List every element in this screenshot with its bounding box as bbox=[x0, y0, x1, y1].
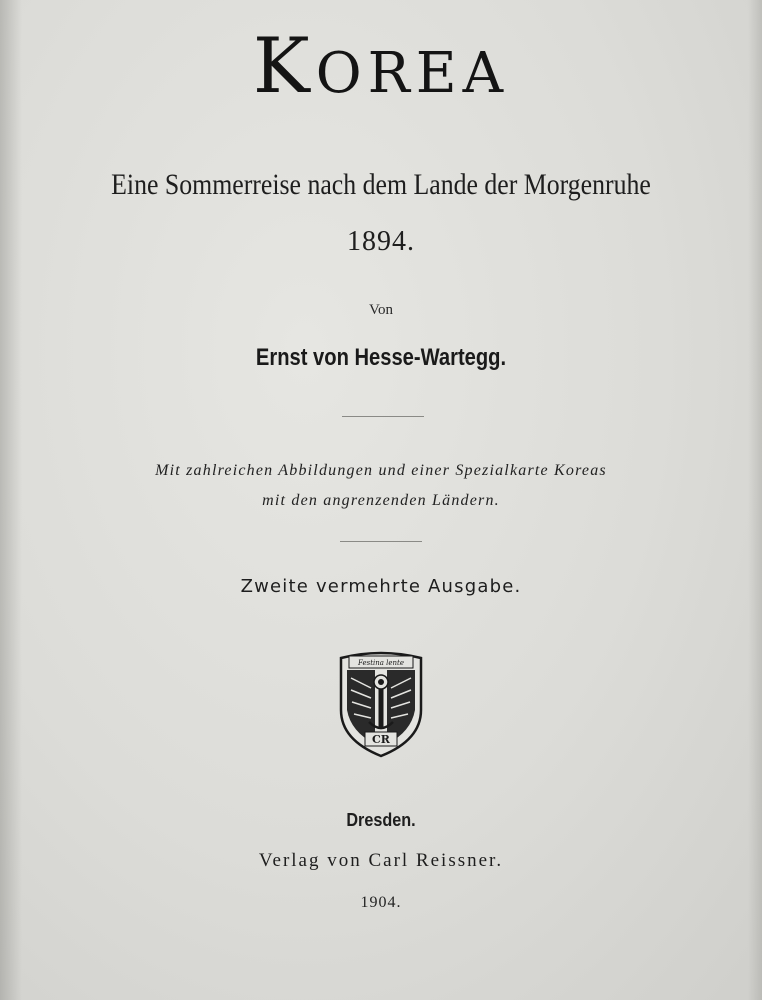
book-title bbox=[0, 21, 762, 110]
title-rest: OREA bbox=[315, 41, 510, 106]
book-subtitle: Eine Sommerreise nach dem Lande der Morgenruhe bbox=[111, 168, 651, 201]
author-name: Ernst von Hesse-Wartegg. bbox=[255, 344, 507, 371]
illustrations-note-line-1: Mit zahlreichen Abbildungen und einer Spezialkarte Koreas bbox=[155, 462, 607, 479]
seal-motto: Festina lente bbox=[357, 659, 405, 667]
publisher-seal-icon bbox=[335, 648, 427, 760]
seal-monogram: CR bbox=[372, 733, 390, 746]
imprint-city: Dresden. bbox=[346, 810, 416, 830]
divider-rule bbox=[340, 541, 422, 542]
imprint-publisher: Verlag von Carl Reissner. bbox=[258, 850, 504, 871]
title-initial: K bbox=[252, 21, 316, 110]
travel-year: 1894. bbox=[347, 226, 415, 257]
by-label: Von bbox=[369, 302, 393, 318]
illustrations-note-line-2: mit den angrenzenden Ländern. bbox=[262, 492, 500, 509]
divider-rule bbox=[342, 416, 424, 417]
imprint-year: 1904. bbox=[360, 894, 402, 911]
edition-note: Zweite vermehrte Ausgabe. bbox=[240, 576, 522, 597]
